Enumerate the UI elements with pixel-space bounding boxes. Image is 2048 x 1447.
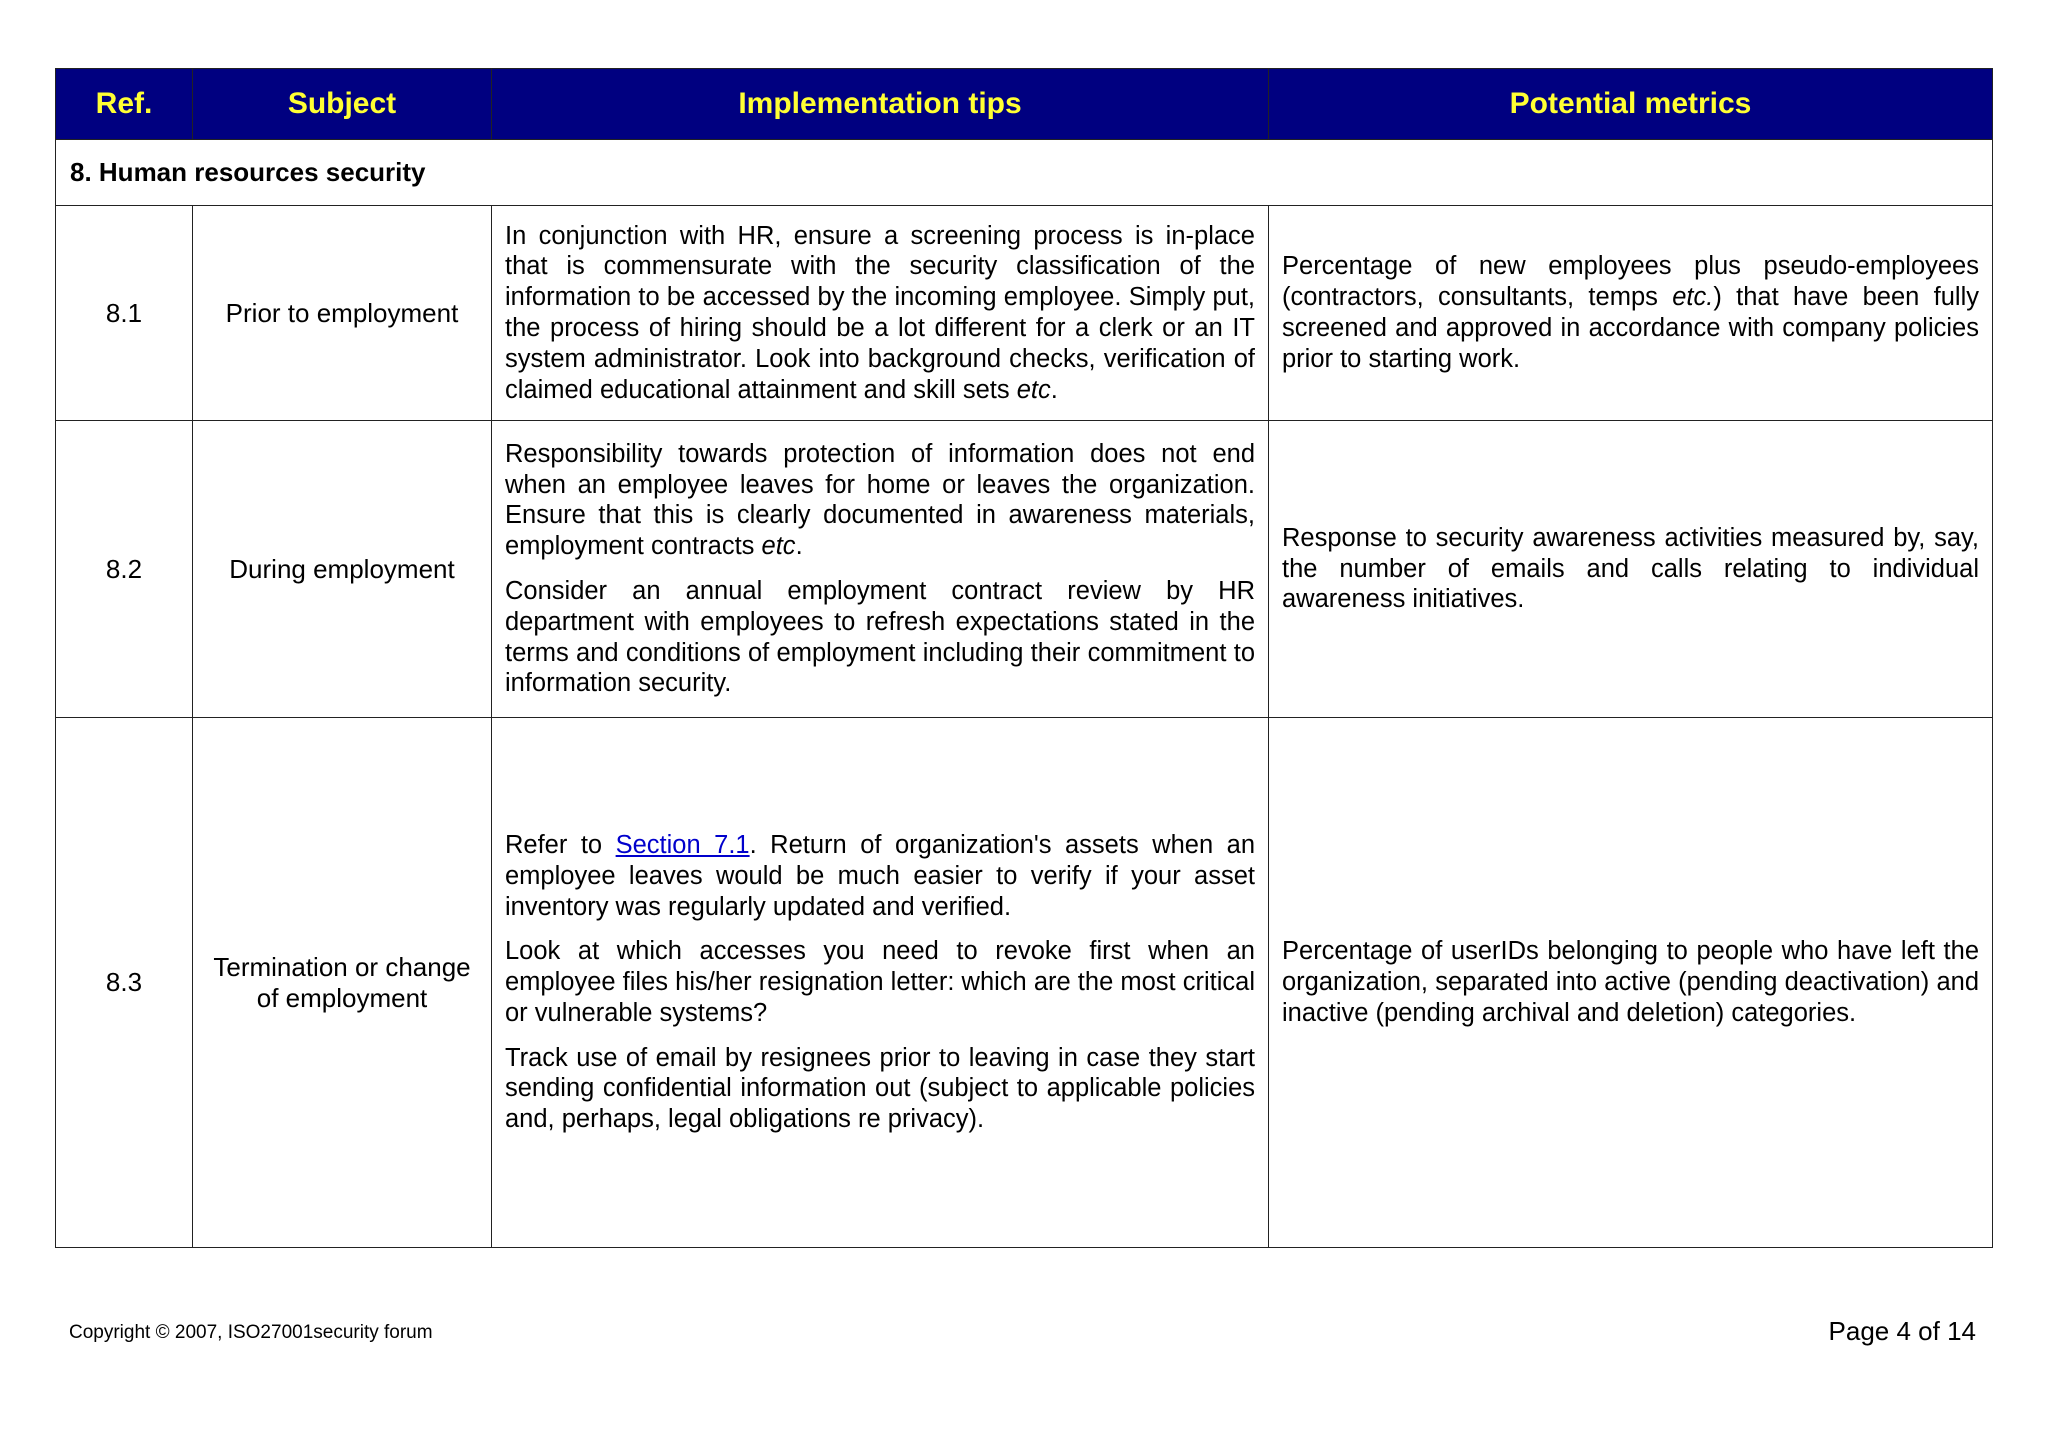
section-title: 8. Human resources security — [56, 140, 1993, 206]
text-run: Refer to — [505, 830, 616, 859]
italic-text: etc. — [1672, 283, 1714, 312]
text-run: Responsibility towards protection of information does not end when an employee leaves for home or leaves the organization. Ensure that this is clearly documented in awareness materials, employment contracts — [505, 439, 1255, 561]
paragraph — [505, 830, 1255, 922]
controls-table — [55, 68, 1993, 1248]
paragraph — [505, 936, 1255, 1028]
row-potential-metrics — [1269, 206, 1993, 421]
table-row — [56, 718, 1993, 1248]
table-row — [56, 421, 1993, 718]
text-run: In conjunction with HR, ensure a screening process is in-place that is commensurate with the security classification of the information to be accessed by the incoming employee. Simply put, the process of hiring should be a lot different for a clerk or an IT system administrator. Look into background checks, verification of claimed educational attainment and skill sets — [505, 221, 1255, 404]
header-potential-metrics: Potential metrics — [1269, 69, 1993, 140]
table-header-row — [56, 69, 1993, 140]
text-run: Response to security awareness activities measured by, say, the number of emails and calls relating to individual awareness initiatives. — [1282, 523, 1979, 614]
row-potential-metrics — [1269, 718, 1993, 1248]
section-link[interactable]: Section 7.1 — [615, 830, 750, 859]
paragraph — [1282, 936, 1979, 1028]
text-run: . Return of organization's assets when an employee leaves would be much easier to verify if your asset inventory was regularly updated and verified. — [505, 830, 1256, 921]
text-run: . — [795, 532, 803, 561]
footer-copyright: Copyright © 2007, ISO27001security forum — [69, 1322, 433, 1343]
text-run: Percentage of new employees plus pseudo-employees (contractors, consultants, temps — [1282, 252, 1979, 312]
paragraph — [505, 1043, 1255, 1135]
italic-text: etc — [761, 532, 796, 561]
paragraph — [505, 576, 1255, 699]
row-ref: 8.1 — [56, 206, 193, 421]
text-run: ) that have been fully screened and approved in accordance with company policies prior to starting work. — [1282, 283, 1980, 373]
row-implementation-tips — [492, 206, 1269, 421]
row-ref: 8.3 — [56, 718, 193, 1248]
header-implementation-tips: Implementation tips — [492, 69, 1269, 140]
row-subject: Prior to employment — [193, 206, 492, 421]
footer-page-number: Page 4 of 14 — [1828, 1316, 1976, 1346]
header-ref: Ref. — [56, 69, 193, 140]
italic-text: etc — [1016, 375, 1051, 404]
row-subject: During employment — [193, 421, 492, 718]
text-run: Look at which accesses you need to revoke first when an employee files his/her resignation letter: which are the most critical or vulnerable systems? — [505, 937, 1255, 1027]
text-run: Percentage of userIDs belonging to people who have left the organization, separated into active (pending deactivation) and inactive (pending archival and deletion) categories. — [1282, 937, 1979, 1027]
paragraph — [505, 439, 1255, 562]
paragraph — [505, 221, 1255, 406]
row-subject: Termination or change of employment — [193, 718, 492, 1248]
paragraph — [1282, 251, 1979, 374]
text-run: . — [1050, 375, 1058, 404]
section-row — [56, 140, 1993, 206]
row-potential-metrics — [1269, 421, 1993, 718]
table-row — [56, 206, 1993, 421]
paragraph — [1282, 523, 1979, 615]
row-ref: 8.2 — [56, 421, 193, 718]
row-implementation-tips — [492, 421, 1269, 718]
text-run: Track use of email by resignees prior to leaving in case they start sending confidential information out (subject to applicable policies and, perhaps, legal obligations re privacy). — [505, 1043, 1255, 1134]
row-implementation-tips — [492, 718, 1269, 1248]
header-subject: Subject — [193, 69, 492, 140]
text-run: Consider an annual employment contract review by HR department with employees to refresh expectations stated in the terms and conditions of employment including their commitment to information security. — [505, 577, 1255, 698]
